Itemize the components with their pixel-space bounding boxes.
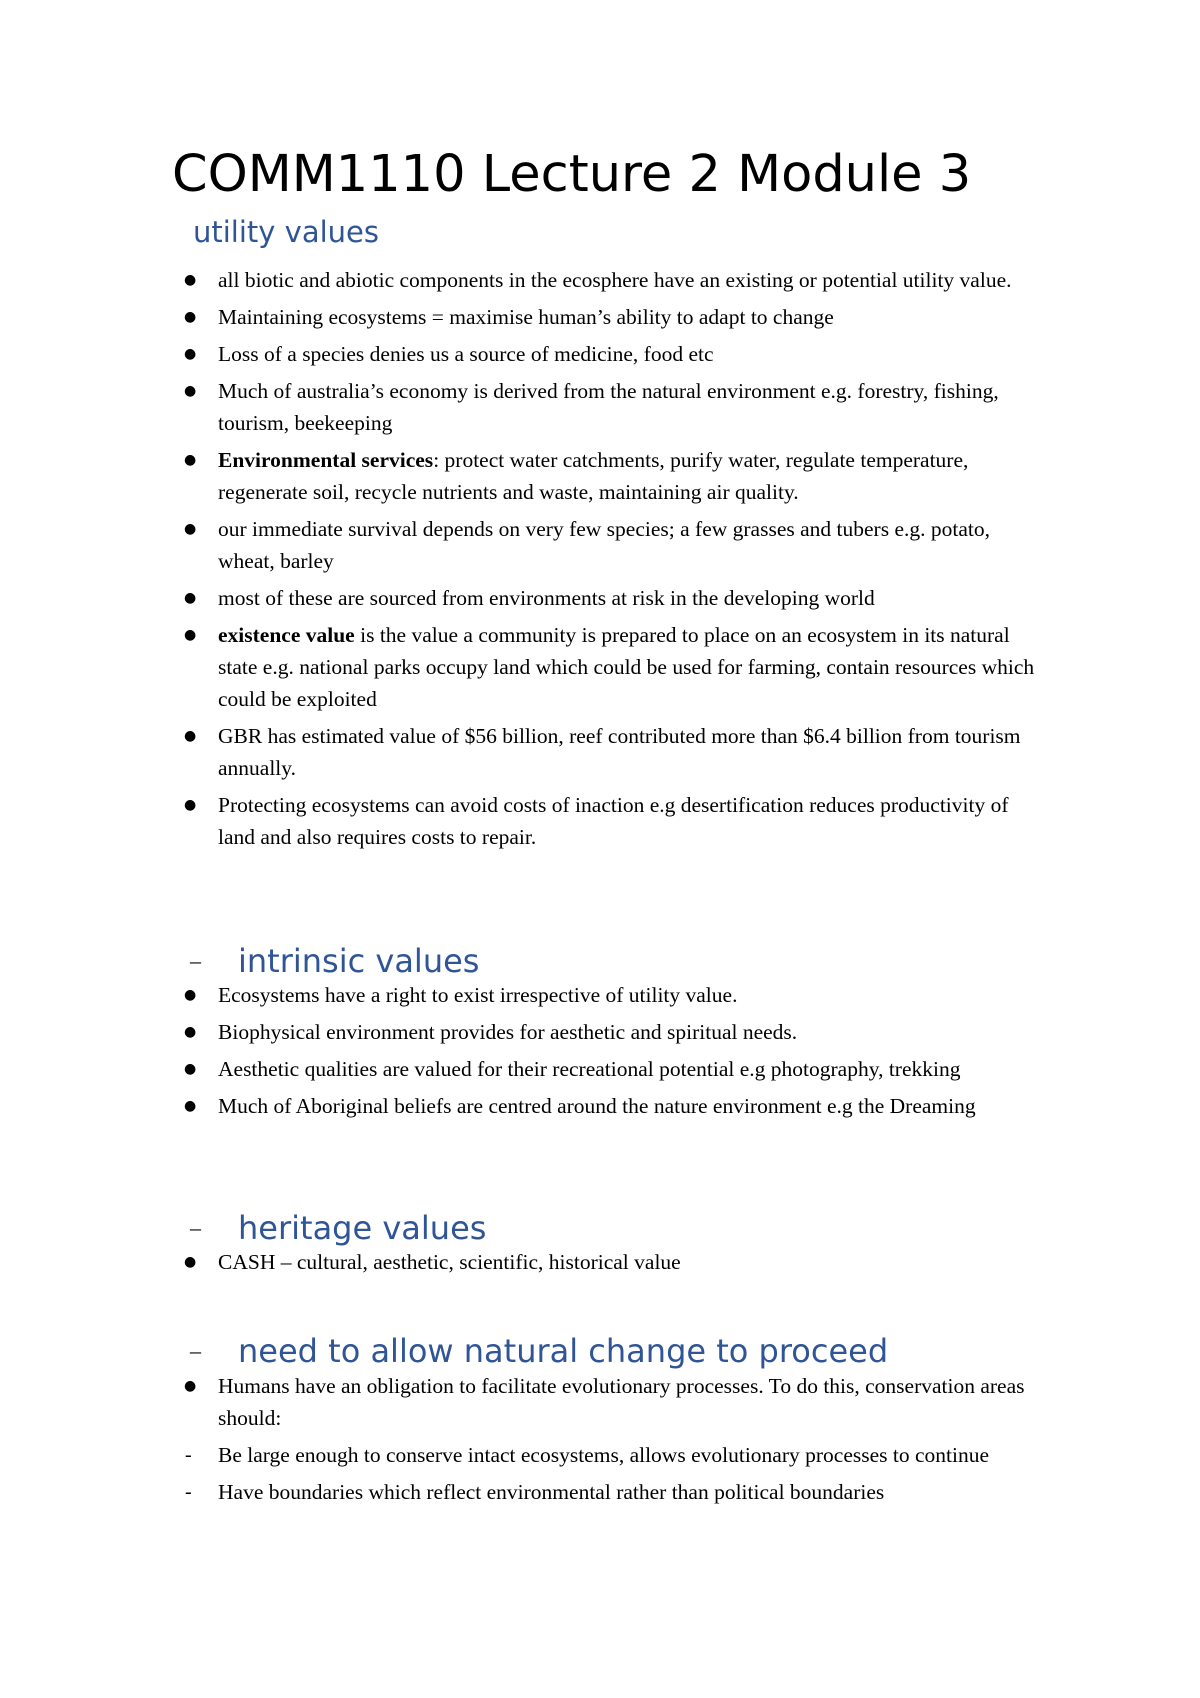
- heading-heritage-values: [0, 1207, 486, 1247]
- bullet-icon: ●: [184, 452, 197, 468]
- list-item: [0, 301, 1200, 333]
- list-item-bold-term: existence value: [218, 623, 355, 647]
- heading-text: heritage values: [238, 1209, 487, 1247]
- bullet-icon: ●: [184, 1098, 197, 1114]
- list-item: [0, 338, 1200, 370]
- heading-text: intrinsic values: [238, 942, 480, 980]
- dash-bullet-icon: -: [185, 1481, 192, 1503]
- bullet-icon: ●: [184, 1061, 197, 1077]
- page-title: COMM1110 Lecture 2 Module 3: [172, 145, 972, 204]
- list-intrinsic-values: [0, 979, 1200, 1127]
- list-item-text: Biophysical environment provides for aesthetic and spiritual needs.: [218, 1020, 798, 1044]
- list-item: [0, 375, 1200, 439]
- list-item-text: Loss of a species denies us a source of medicine, food etc: [218, 342, 714, 366]
- heading-text: need to allow natural change to proceed: [238, 1332, 889, 1370]
- list-utility-values: [0, 264, 1200, 858]
- bullet-icon: ●: [184, 590, 197, 606]
- list-item-text: our immediate survival depends on very few species; a few grasses and tubers e.g. potato, wheat, barley: [218, 517, 990, 573]
- list-item-text: Ecosystems have a right to exist irrespective of utility value.: [218, 983, 738, 1007]
- list-item: [0, 1370, 1200, 1434]
- bullet-icon: ●: [184, 1254, 197, 1270]
- list-item: [0, 789, 1200, 853]
- heading-utility-values: utility values: [193, 215, 379, 249]
- list-item-text: all biotic and abiotic components in the ecosphere have an existing or potential utility value.: [218, 268, 1012, 292]
- list-item-text: Maintaining ecosystems = maximise human’s ability to adapt to change: [218, 305, 834, 329]
- bullet-icon: ●: [184, 797, 197, 813]
- heading-intrinsic-values: [0, 940, 479, 980]
- list-item: [0, 1246, 1200, 1278]
- list-item: [0, 1439, 1200, 1471]
- list-item: [0, 720, 1200, 784]
- list-item-text: Protecting ecosystems can avoid costs of inaction e.g desertification reduces productivity of land and also requires costs to repair.: [218, 793, 1009, 849]
- list-item: [0, 264, 1200, 296]
- list-item: [0, 1090, 1200, 1122]
- list-item: [0, 513, 1200, 577]
- bullet-icon: ●: [184, 383, 197, 399]
- list-item: [0, 979, 1200, 1011]
- list-item-text: Be large enough to conserve intact ecosystems, allows evolutionary processes to continue: [218, 1443, 990, 1467]
- list-item-text: GBR has estimated value of $56 billion, reef contributed more than $6.4 billion from tourism annually.: [218, 724, 1021, 780]
- list-item: [0, 619, 1200, 715]
- list-item-text: most of these are sourced from environments at risk in the developing world: [218, 586, 875, 610]
- dash-marker: –: [190, 1215, 201, 1240]
- list-item-text: is the value a community is prepared to place on an ecosystem in its natural state e.g. national parks occupy land which could be used for farming, contain resources which could be exploited: [218, 623, 1035, 711]
- list-item: [0, 444, 1200, 508]
- list-item: [0, 1053, 1200, 1085]
- list-natural-change: [0, 1370, 1200, 1513]
- bullet-icon: ●: [184, 627, 197, 643]
- list-item-text: Much of Aboriginal beliefs are centred around the nature environment e.g the Dreaming: [218, 1094, 976, 1118]
- bullet-icon: ●: [184, 309, 197, 325]
- list-heritage-values: [0, 1246, 1200, 1283]
- bullet-icon: ●: [184, 272, 197, 288]
- list-item: [0, 1016, 1200, 1048]
- dash-marker: –: [190, 948, 201, 973]
- list-item-bold-term: Environmental services: [218, 448, 434, 472]
- bullet-icon: ●: [184, 346, 197, 362]
- list-item-text: Aesthetic qualities are valued for their recreational potential e.g photography, trekking: [218, 1057, 961, 1081]
- list-item-text: Have boundaries which reflect environmental rather than political boundaries: [218, 1480, 885, 1504]
- list-item: [0, 582, 1200, 614]
- bullet-icon: ●: [184, 521, 197, 537]
- bullet-icon: ●: [184, 1024, 197, 1040]
- list-item-text: : protect water catchments, purify water, regulate temperature, regenerate soil, recycle nutrients and waste, maintaining air quality.: [218, 448, 969, 504]
- dash-bullet-icon: -: [185, 1444, 192, 1466]
- list-item-text: Much of australia’s economy is derived from the natural environment e.g. forestry, fishing, tourism, beekeeping: [218, 379, 999, 435]
- bullet-icon: ●: [184, 728, 197, 744]
- heading-natural-change: [0, 1330, 888, 1370]
- bullet-icon: ●: [184, 987, 197, 1003]
- dash-marker: –: [190, 1338, 201, 1363]
- list-item-text: Humans have an obligation to facilitate evolutionary processes. To do this, conservation areas should:: [218, 1374, 1025, 1430]
- list-item-text: CASH – cultural, aesthetic, scientific, historical value: [218, 1250, 681, 1274]
- list-item: [0, 1476, 1200, 1508]
- bullet-icon: ●: [184, 1378, 197, 1394]
